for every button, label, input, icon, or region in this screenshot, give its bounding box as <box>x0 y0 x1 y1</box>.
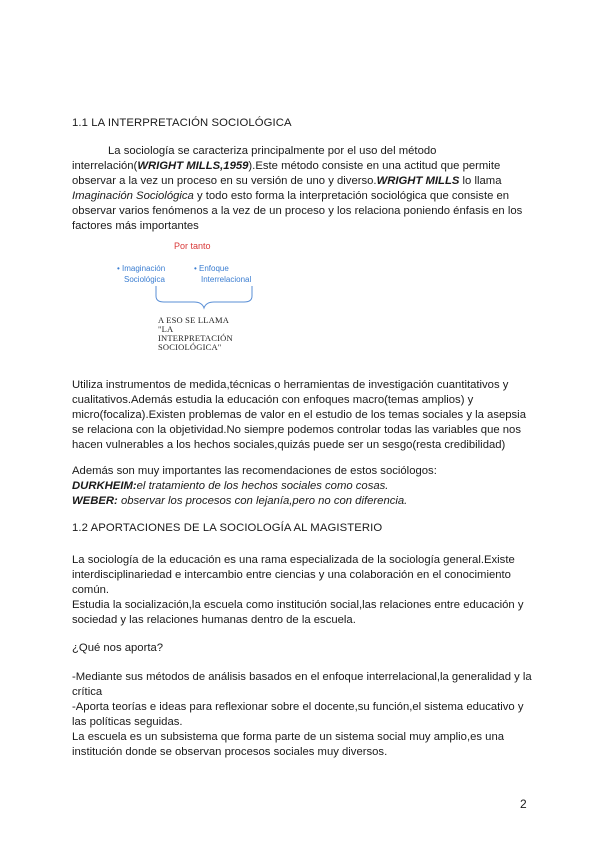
text-line: se relaciona con la objetividad.No siempre podemos controlar todas las variables que nos <box>72 424 521 436</box>
diagram-result <box>158 316 233 352</box>
author-name: WRIGHT MILLS <box>376 175 460 187</box>
text-line: crítica <box>72 686 103 698</box>
author-name: WEBER: <box>72 495 118 507</box>
diagram-item-line: Sociológica <box>124 275 165 284</box>
text-line <box>72 174 501 189</box>
text-line: las políticas seguidas. <box>72 716 183 728</box>
term-italic: Imaginación Sociológica <box>72 190 194 202</box>
text-line: institución donde se observan procesos sociales muy diversos. <box>72 746 388 758</box>
diagram-item-line: Interrelacional <box>201 275 252 284</box>
text-line: observar varios fenómenos a la vez de un proceso y los relaciona poniendo énfasis en los <box>72 205 523 217</box>
text-line: micro(focaliza).Existen problemas de valor en el estudio de los temas sociales y la asepsia <box>72 409 526 421</box>
text-line: Además son muy importantes las recomendaciones de estos sociólogos: <box>72 465 437 477</box>
text-line: Utiliza instrumentos de medida,técnicas o herramientas de investigación cuantitativos y <box>72 379 509 391</box>
quote-italic: observar los procesos con lejanía,pero no con diferencia. <box>117 495 408 507</box>
text-line: sociedad y las relaciones humanas dentro de la escuela. <box>72 614 356 626</box>
text-line: La sociología de la educación es una rama especializada de la sociología general.Existe <box>72 554 515 566</box>
page-number: 2 <box>520 797 527 811</box>
text-span: ).Este método consiste en una actitud que permite <box>248 160 501 172</box>
text-line: cualitativos.Además estudia la educación con enfoques macro(temas amplios) y <box>72 394 474 406</box>
diagram-item-line: • Enfoque <box>194 264 229 273</box>
text-span: y todo esto forma la interpretación sociológica que consiste en <box>193 190 510 202</box>
text-line <box>72 479 388 494</box>
diagram-item-line: • Imaginación <box>117 264 166 273</box>
text-line: La sociología se caracteriza principalmente por el uso del método <box>108 145 437 157</box>
text-line <box>72 189 509 204</box>
text-span: observar a la vez un proceso en su versión de uno y diverso. <box>72 175 377 187</box>
diagram-result-line: "LA <box>158 324 174 334</box>
text-line: -Aporta teorías e ideas para reflexionar sobre el docente,su función,el sistema educativo y <box>72 701 524 713</box>
text-line: interdisciplinariedad e intercambio entre ciencias y una colaboración en el conocimiento <box>72 569 511 581</box>
diagram-item-enfoque <box>194 263 251 285</box>
text-line <box>72 494 407 509</box>
diagram-result-line: A ESO SE LLAMA <box>158 315 230 325</box>
text-line: La escuela es un subsistema que forma parte de un sistema social muy amplio,es una <box>72 731 505 743</box>
quote-italic: el tratamiento de los hechos sociales como cosas. <box>136 480 389 492</box>
text-line <box>72 159 500 174</box>
diagram-result-line: SOCIOLÓGICA" <box>158 342 222 352</box>
section-heading-2: 1.2 APORTACIONES DE LA SOCIOLOGÍA AL MAGISTERIO <box>72 522 383 534</box>
section-heading-1: 1.1 LA INTERPRETACIÓN SOCIOLÓGICA <box>72 117 292 129</box>
text-line: hacen vulnerables a los hechos sociales,quizás puede ser un sesgo(resta credibilidad) <box>72 439 506 451</box>
author-citation: WRIGHT MILLS,1959 <box>137 160 249 172</box>
curly-brace-icon <box>150 284 260 314</box>
text-line: -Mediante sus métodos de análisis basados en el enfoque interrelacional,la generalidad y la <box>72 671 532 683</box>
author-name: DURKHEIM: <box>72 480 137 492</box>
diagram-result-line: INTERPRETACIÓN <box>158 333 233 343</box>
text-line: Estudia la socialización,la escuela como institución social,las relaciones entre educación y <box>72 599 524 611</box>
text-line: común. <box>72 584 110 596</box>
text-span: lo llama <box>459 175 502 187</box>
text-span: interrelación( <box>72 160 138 172</box>
diagram-item-imaginacion <box>117 263 165 285</box>
diagram-title: Por tanto <box>174 241 211 251</box>
question-line: ¿Qué nos aporta? <box>72 642 164 654</box>
text-line: factores más importantes <box>72 220 199 232</box>
